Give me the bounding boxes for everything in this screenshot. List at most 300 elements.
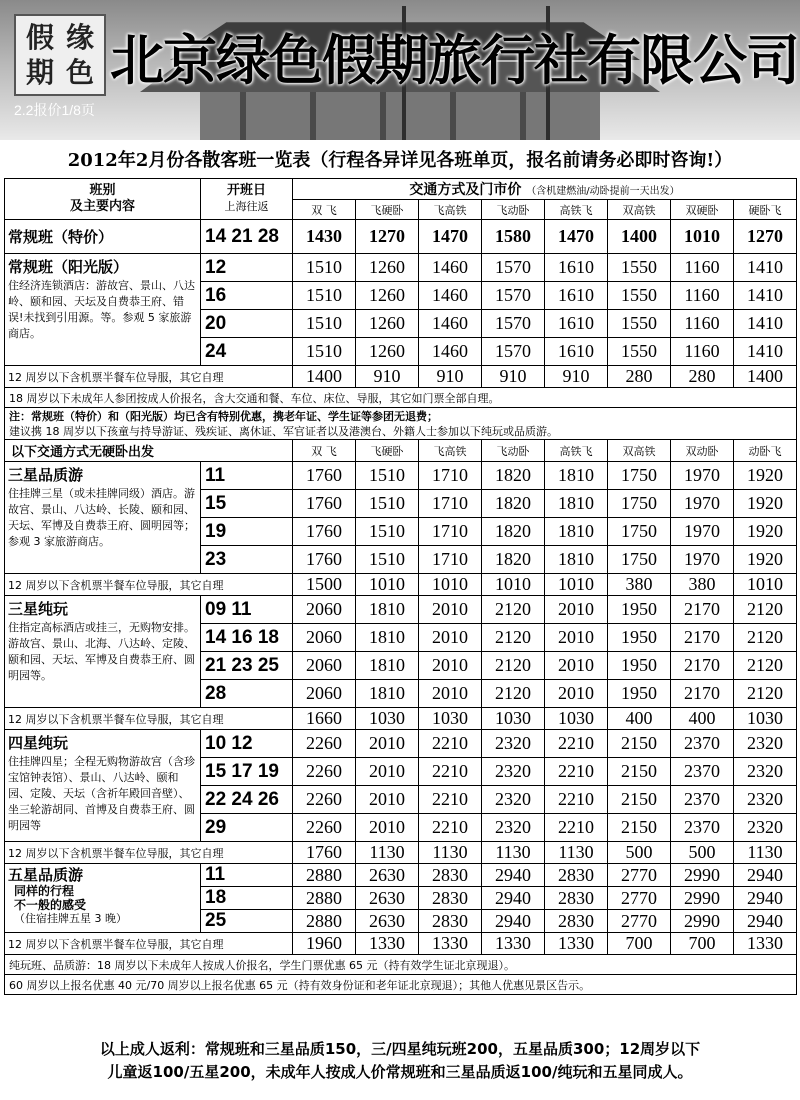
price-cell: 1510 <box>293 254 356 282</box>
price-cell: 2260 <box>293 786 356 814</box>
tour-info-cell <box>5 462 201 574</box>
price-cell: 2120 <box>734 652 797 680</box>
child-price-cell: 1330 <box>482 933 545 955</box>
price-cell: 1160 <box>671 310 734 338</box>
price-table <box>4 178 797 995</box>
company-name: 北京绿色假期旅行社有限公司 <box>110 28 799 92</box>
child-price-cell: 1130 <box>356 842 419 864</box>
child-price-cell: 1010 <box>482 574 545 596</box>
price-cell: 2060 <box>293 596 356 624</box>
col-header: 飞硬卧 <box>356 200 419 220</box>
price-cell: 1950 <box>608 652 671 680</box>
price-cell: 2120 <box>482 652 545 680</box>
child-price-row <box>5 574 797 596</box>
departure-dates: 16 <box>201 282 293 310</box>
child-price-cell: 1030 <box>482 708 545 730</box>
child-price-cell: 400 <box>671 708 734 730</box>
tour-slogan: 不一般的感受 <box>14 898 87 912</box>
tour-slogan: 同样的行程 <box>14 884 75 898</box>
note-row <box>5 408 797 440</box>
child-price-cell: 1330 <box>419 933 482 955</box>
child-price-cell: 910 <box>482 366 545 388</box>
price-cell: 1610 <box>545 282 608 310</box>
price-cell: 1410 <box>734 254 797 282</box>
price-cell: 2010 <box>545 596 608 624</box>
price-cell: 2010 <box>356 730 419 758</box>
col-header: 飞高铁 <box>419 440 482 462</box>
price-cell: 1460 <box>419 282 482 310</box>
price-cell: 1510 <box>293 282 356 310</box>
tour-row <box>5 596 797 624</box>
price-cell: 1920 <box>734 462 797 490</box>
price-table-body <box>5 179 797 995</box>
child-price-cell: 910 <box>419 366 482 388</box>
departure-dates: 12 <box>201 254 293 282</box>
departure-dates: 29 <box>201 814 293 842</box>
departure-dates: 09 11 <box>201 596 293 624</box>
price-cell: 2010 <box>356 758 419 786</box>
departure-dates: 15 17 19 <box>201 758 293 786</box>
note-row <box>5 388 797 408</box>
price-cell: 2830 <box>419 910 482 933</box>
price-cell: 2630 <box>356 910 419 933</box>
col-header: 双高铁 <box>608 200 671 220</box>
child-price-cell: 1030 <box>419 708 482 730</box>
child-price-cell: 400 <box>608 708 671 730</box>
price-cell: 1810 <box>356 596 419 624</box>
note-row <box>5 955 797 975</box>
col-header: 双高铁 <box>608 440 671 462</box>
col-header: 飞动卧 <box>482 440 545 462</box>
child-price-label: 12 周岁以下含机票半餐车位导服，其它自理 <box>5 842 293 864</box>
child-price-cell: 910 <box>356 366 419 388</box>
departure-dates: 20 <box>201 310 293 338</box>
price-cell: 1510 <box>356 490 419 518</box>
col-header: 高铁飞 <box>545 200 608 220</box>
note-line: 60 周岁以上报名优惠 40 元/70 周岁以上报名优惠 65 元（持有效身份证和老年证北京现退）；其他人优惠见景区告示。 <box>5 975 797 995</box>
price-cell: 1760 <box>293 462 356 490</box>
price-cell: 1510 <box>293 310 356 338</box>
price-cell: 1610 <box>545 254 608 282</box>
departure-dates: 15 <box>201 490 293 518</box>
price-cell: 1750 <box>608 518 671 546</box>
logo-char: 假 <box>25 20 54 54</box>
price-cell: 2010 <box>545 624 608 652</box>
price-cell: 1820 <box>482 546 545 574</box>
child-price-cell: 1010 <box>545 574 608 596</box>
child-price-cell: 700 <box>671 933 734 955</box>
price-cell: 1970 <box>671 462 734 490</box>
child-price-row <box>5 933 797 955</box>
price-cell: 2210 <box>545 786 608 814</box>
price-cell: 2770 <box>608 864 671 887</box>
price-cell: 2060 <box>293 652 356 680</box>
price-cell: 2940 <box>734 864 797 887</box>
child-price-cell: 380 <box>671 574 734 596</box>
price-cell: 2830 <box>545 887 608 910</box>
price-cell: 2120 <box>734 680 797 708</box>
date-header-sub: 上海往返 <box>224 200 269 213</box>
tour-name: 五星品质游 <box>8 866 84 884</box>
price-cell: 1410 <box>734 310 797 338</box>
col-header: 双 飞 <box>293 200 356 220</box>
tour-info-cell <box>5 864 201 933</box>
price-cell: 1920 <box>734 546 797 574</box>
price-cell: 2370 <box>671 786 734 814</box>
price-cell: 1810 <box>356 652 419 680</box>
price-cell: 1460 <box>419 254 482 282</box>
col-header: 双 飞 <box>293 440 356 462</box>
price-cell: 1510 <box>356 462 419 490</box>
price-cell: 2150 <box>608 730 671 758</box>
header-banner <box>0 0 800 140</box>
price-cell: 2120 <box>482 680 545 708</box>
price-cell: 2210 <box>545 758 608 786</box>
transport-title: 交通方式及门市价 <box>409 182 522 198</box>
price-cell: 1260 <box>356 338 419 366</box>
price-cell: 1750 <box>608 490 671 518</box>
price-cell: 2060 <box>293 624 356 652</box>
price-cell: 2060 <box>293 680 356 708</box>
price-cell: 2830 <box>419 887 482 910</box>
price-cell: 2320 <box>734 758 797 786</box>
price-cell: 2830 <box>545 864 608 887</box>
class-header: 班别 <box>89 183 116 198</box>
gate-hall <box>200 92 600 140</box>
price-cell: 1820 <box>482 518 545 546</box>
child-price-cell: 1760 <box>293 842 356 864</box>
price-cell: 2320 <box>734 814 797 842</box>
col-header: 动卧飞 <box>734 440 797 462</box>
price-cell: 2260 <box>293 730 356 758</box>
price-cell: 2940 <box>734 887 797 910</box>
price-cell: 1950 <box>608 596 671 624</box>
price-cell: 1710 <box>419 462 482 490</box>
class-header-sub: 及主要内容 <box>69 199 135 214</box>
price-cell: 1010 <box>671 220 734 254</box>
price-cell: 2010 <box>419 680 482 708</box>
price-cell: 2370 <box>671 730 734 758</box>
price-cell: 1750 <box>608 462 671 490</box>
price-cell: 2320 <box>482 786 545 814</box>
price-cell: 2880 <box>293 887 356 910</box>
departure-dates: 19 <box>201 518 293 546</box>
rebate-footer <box>0 1038 800 1084</box>
departure-dates: 24 <box>201 338 293 366</box>
logo-char: 色 <box>65 55 94 89</box>
child-price-row <box>5 842 797 864</box>
price-cell: 1400 <box>608 220 671 254</box>
price-cell: 1920 <box>734 490 797 518</box>
price-cell: 1810 <box>356 624 419 652</box>
departure-dates: 14 16 18 <box>201 624 293 652</box>
price-cell: 2010 <box>545 680 608 708</box>
price-cell: 2990 <box>671 910 734 933</box>
price-cell: 2210 <box>545 814 608 842</box>
price-cell: 2150 <box>608 814 671 842</box>
price-cell: 2210 <box>545 730 608 758</box>
price-cell: 1820 <box>482 490 545 518</box>
price-cell: 2940 <box>482 887 545 910</box>
price-cell: 1550 <box>608 282 671 310</box>
price-cell: 2370 <box>671 758 734 786</box>
price-cell: 1550 <box>608 338 671 366</box>
price-cell: 2320 <box>734 730 797 758</box>
child-price-row <box>5 708 797 730</box>
price-cell: 1950 <box>608 624 671 652</box>
price-cell: 1950 <box>608 680 671 708</box>
price-cell: 1760 <box>293 546 356 574</box>
class-header-cell <box>5 179 201 220</box>
price-cell: 2940 <box>482 910 545 933</box>
price-cell: 1750 <box>608 546 671 574</box>
departure-dates: 11 <box>201 462 293 490</box>
price-cell: 1460 <box>419 310 482 338</box>
price-cell: 2210 <box>419 730 482 758</box>
section-b-header-row <box>5 440 797 462</box>
note-row <box>5 975 797 995</box>
price-cell: 1810 <box>545 546 608 574</box>
price-cell: 2830 <box>545 910 608 933</box>
tour-name: 三星品质游 <box>8 466 84 484</box>
price-cell: 2010 <box>419 624 482 652</box>
price-cell: 2010 <box>545 652 608 680</box>
price-cell: 2260 <box>293 814 356 842</box>
price-cell: 1580 <box>482 220 545 254</box>
price-cell: 1410 <box>734 338 797 366</box>
price-cell: 2630 <box>356 864 419 887</box>
child-price-cell: 1010 <box>356 574 419 596</box>
price-cell: 2210 <box>419 814 482 842</box>
logo-char: 缘 <box>65 20 94 54</box>
tour-description: 住挂牌三星（或未挂牌同级）酒店。游故宫、景山、八达岭、长陵、颐和园、天坛、军博及自费恭王府、圆明园等；参观 3 家旅游商店。 <box>8 487 195 548</box>
child-price-cell: 1330 <box>734 933 797 955</box>
price-cell: 2150 <box>608 758 671 786</box>
price-cell: 2630 <box>356 887 419 910</box>
child-price-cell: 1030 <box>734 708 797 730</box>
child-price-cell: 500 <box>608 842 671 864</box>
child-price-label: 12 周岁以下含机票半餐车位导服，其它自理 <box>5 708 293 730</box>
note-line: 18 周岁以下未成年人参团按成人价报名，含大交通和餐、车位、床位、导服，其它如门票全部自理。 <box>5 388 797 408</box>
col-header: 双动卧 <box>671 440 734 462</box>
child-price-cell: 1130 <box>545 842 608 864</box>
price-cell: 1160 <box>671 338 734 366</box>
child-price-cell: 1130 <box>419 842 482 864</box>
child-price-cell: 1130 <box>482 842 545 864</box>
price-cell: 1710 <box>419 518 482 546</box>
child-price-cell: 1330 <box>356 933 419 955</box>
rebate-line: 以上成人返利：常规班和三星品质150，三/四星纯玩班200，五星品质300；12周岁以下 <box>99 1040 701 1058</box>
departure-dates: 25 <box>201 910 293 933</box>
price-cell: 1760 <box>293 518 356 546</box>
price-cell: 2170 <box>671 680 734 708</box>
child-price-cell: 1660 <box>293 708 356 730</box>
transport-header <box>293 179 797 200</box>
price-cell: 1610 <box>545 338 608 366</box>
tour-description: 住经济连锁酒店：游故宫、景山、八达岭、颐和园、天坛及自费恭王府、错误!未找到引用源。等。参观 5 家旅游商店。 <box>8 279 195 340</box>
note-cell <box>5 408 797 440</box>
tour-name: 三星纯玩 <box>8 600 69 618</box>
price-cell: 1260 <box>356 310 419 338</box>
tour-row <box>5 730 797 758</box>
child-price-cell: 700 <box>608 933 671 955</box>
child-price-cell: 1030 <box>356 708 419 730</box>
price-cell: 2880 <box>293 910 356 933</box>
price-cell: 1920 <box>734 518 797 546</box>
col-header: 高铁飞 <box>545 440 608 462</box>
child-price-cell: 910 <box>545 366 608 388</box>
child-price-cell: 280 <box>671 366 734 388</box>
price-cell: 2320 <box>482 730 545 758</box>
price-cell: 1470 <box>545 220 608 254</box>
price-cell: 1510 <box>293 338 356 366</box>
price-cell: 2170 <box>671 652 734 680</box>
price-cell: 2170 <box>671 624 734 652</box>
tour-name-cell <box>5 220 201 254</box>
note-line: 建议携 18 周岁以下孩童与持导游证、残疾证、离休证、军官证者以及港澳台、外籍人士参加以下纯玩或品质游。 <box>9 424 558 438</box>
price-sheet <box>4 178 796 995</box>
price-cell: 1270 <box>356 220 419 254</box>
child-price-label: 12 周岁以下含机票半餐车位导服，其它自理 <box>5 933 293 955</box>
price-cell: 2210 <box>419 758 482 786</box>
price-cell: 1460 <box>419 338 482 366</box>
tour-info-cell <box>5 254 201 366</box>
price-cell: 1550 <box>608 254 671 282</box>
price-cell: 1160 <box>671 282 734 310</box>
child-price-cell: 1010 <box>734 574 797 596</box>
price-cell: 2990 <box>671 887 734 910</box>
price-cell: 2170 <box>671 596 734 624</box>
price-cell: 2210 <box>419 786 482 814</box>
col-header: 飞高铁 <box>419 200 482 220</box>
logo-seal <box>14 14 106 96</box>
price-cell: 1160 <box>671 254 734 282</box>
price-cell: 2010 <box>419 596 482 624</box>
price-cell: 1970 <box>671 518 734 546</box>
child-price-cell: 1500 <box>293 574 356 596</box>
departure-dates: 21 23 25 <box>201 652 293 680</box>
child-price-cell: 1960 <box>293 933 356 955</box>
departure-dates: 28 <box>201 680 293 708</box>
note-line: 注：常规班（特价）和（阳光版）均已含有特别优惠，携老年证、学生证等参团无退费； <box>9 409 438 423</box>
child-price-cell: 500 <box>671 842 734 864</box>
price-cell: 2320 <box>482 758 545 786</box>
price-cell: 2120 <box>482 624 545 652</box>
price-cell: 2010 <box>419 652 482 680</box>
price-cell: 1270 <box>734 220 797 254</box>
tour-name: 常规班（阳光版） <box>8 258 129 276</box>
child-price-cell: 380 <box>608 574 671 596</box>
child-price-cell: 1400 <box>293 366 356 388</box>
price-cell: 1810 <box>545 462 608 490</box>
table-header-row <box>5 179 797 200</box>
child-price-label: 12 周岁以下含机票半餐车位导服，其它自理 <box>5 366 293 388</box>
price-cell: 1610 <box>545 310 608 338</box>
price-cell: 1550 <box>608 310 671 338</box>
child-price-cell: 1010 <box>419 574 482 596</box>
price-cell: 2120 <box>734 596 797 624</box>
price-cell: 1410 <box>734 282 797 310</box>
price-cell: 2770 <box>608 910 671 933</box>
page-number: 2.2报价1/8页 <box>14 102 95 118</box>
price-cell: 1710 <box>419 490 482 518</box>
price-cell: 1260 <box>356 254 419 282</box>
regular-special-row <box>5 220 797 254</box>
note-line: 纯玩班、品质游：18 周岁以下未成年人按成人价报名，学生门票优惠 65 元（持有效学生证北京现退）。 <box>5 955 797 975</box>
tour-row <box>5 864 797 887</box>
child-price-cell: 1130 <box>734 842 797 864</box>
price-cell: 1710 <box>419 546 482 574</box>
price-cell: 1510 <box>356 546 419 574</box>
price-cell: 2320 <box>734 786 797 814</box>
tour-description: 住指定高标酒店或挂三，无购物安排。游故宫、景山、北海、八达岭、定陵、颐和园、天坛、军博及自费恭王府、圆明园等。 <box>8 621 195 682</box>
price-cell: 2940 <box>734 910 797 933</box>
transport-note: （含机建燃油/动卧提前一天出发） <box>526 186 680 197</box>
col-header: 双硬卧 <box>671 200 734 220</box>
child-price-cell: 1330 <box>545 933 608 955</box>
child-price-label: 12 周岁以下含机票半餐车位导服，其它自理 <box>5 574 293 596</box>
price-cell: 1430 <box>293 220 356 254</box>
rebate-line: 儿童返100/五星200，未成年人按成人价常规班和三星品质返100/纯玩和五星同成人。 <box>107 1063 693 1081</box>
departure-dates: 11 <box>201 864 293 887</box>
price-cell: 1970 <box>671 490 734 518</box>
section-b-title: 以下交通方式无硬卧出发 <box>5 440 293 462</box>
price-cell: 2370 <box>671 814 734 842</box>
price-cell: 1970 <box>671 546 734 574</box>
tour-description: 住挂牌四星；全程无购物游故宫（含珍宝馆钟表馆）、景山、八达岭、颐和园、定陵、天坛（含祈年殿回音壁）、坐三轮游胡同、首博及自费恭王府、圆明园等 <box>8 755 195 832</box>
departure-dates: 10 12 <box>201 730 293 758</box>
tour-info-cell <box>5 730 201 842</box>
price-cell: 2990 <box>671 864 734 887</box>
price-cell: 1570 <box>482 282 545 310</box>
price-cell: 2120 <box>482 596 545 624</box>
departure-dates: 18 <box>201 887 293 910</box>
col-header: 硬卧飞 <box>734 200 797 220</box>
price-cell: 2010 <box>356 814 419 842</box>
tour-name: 常规班（特价） <box>8 227 114 246</box>
col-header: 飞动卧 <box>482 200 545 220</box>
price-cell: 2770 <box>608 887 671 910</box>
price-cell: 1260 <box>356 282 419 310</box>
price-cell: 2320 <box>482 814 545 842</box>
price-cell: 1470 <box>419 220 482 254</box>
tour-hotel-note: （住宿挂牌五星 3 晚） <box>14 912 127 925</box>
price-cell: 2260 <box>293 758 356 786</box>
tour-info-cell <box>5 596 201 708</box>
price-cell: 1810 <box>356 680 419 708</box>
price-cell: 1570 <box>482 310 545 338</box>
child-price-row <box>5 366 797 388</box>
logo-char: 期 <box>25 55 54 89</box>
departure-dates: 14 21 28 <box>201 220 293 254</box>
price-cell: 2120 <box>734 624 797 652</box>
col-header: 飞硬卧 <box>356 440 419 462</box>
departure-dates: 23 <box>201 546 293 574</box>
page-title: 2012年2月份各散客班一览表（行程各异详见各班单页，报名前请务必即时咨询!） <box>67 150 733 171</box>
price-cell: 1570 <box>482 338 545 366</box>
price-cell: 1570 <box>482 254 545 282</box>
price-cell: 2010 <box>356 786 419 814</box>
child-price-cell: 1030 <box>545 708 608 730</box>
date-header-cell <box>201 179 293 220</box>
price-cell: 2830 <box>419 864 482 887</box>
price-cell: 1810 <box>545 518 608 546</box>
price-cell: 1760 <box>293 490 356 518</box>
price-cell: 1820 <box>482 462 545 490</box>
price-cell: 2150 <box>608 786 671 814</box>
price-cell: 1510 <box>356 518 419 546</box>
child-price-cell: 1400 <box>734 366 797 388</box>
